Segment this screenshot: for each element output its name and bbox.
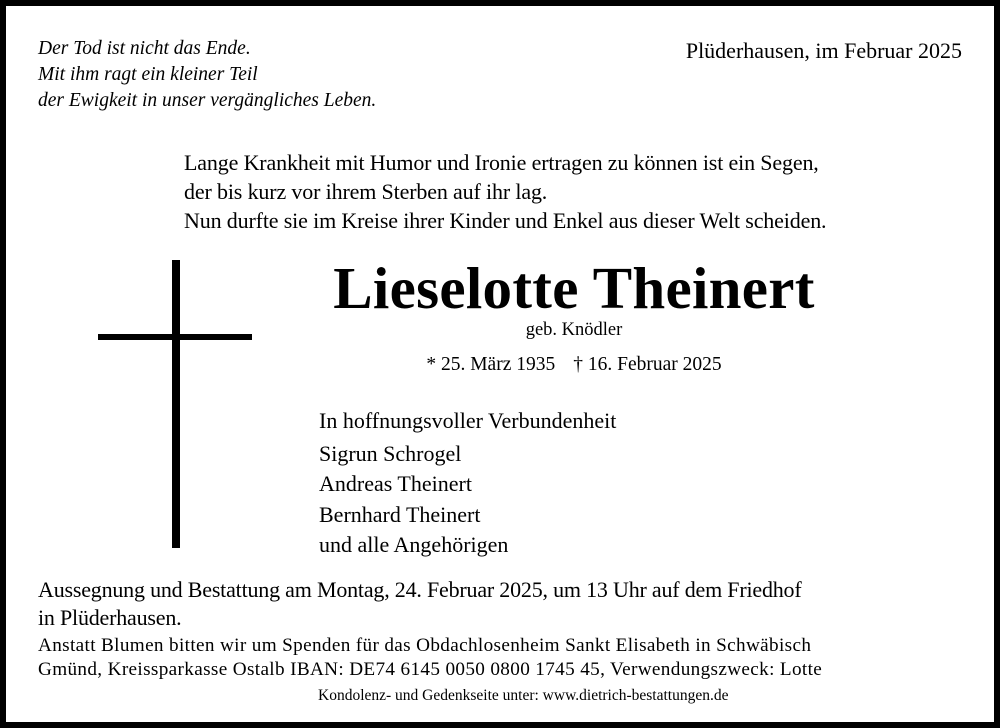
mourner-name: Bernhard Theinert [319,501,481,527]
motto-quote [38,36,376,114]
intro-line: Lange Krankheit mit Humor und Ironie ertragen zu können ist ein Segen, [184,150,819,175]
mourner-name: und alle Angehörigen [319,532,509,557]
mourners-lead: In hoffnungsvoller Verbundenheit [319,408,617,433]
death-date: † 16. Februar 2025 [573,354,722,375]
intro-text [184,148,826,235]
maiden-name: geb. Knödler [525,320,623,340]
donation-line: Anstatt Blumen bitten wir um Spenden für das Obdachlosenheim Sankt Elisabeth in Schwäbisch [38,635,812,656]
funeral-line: in Plüderhausen. [38,605,182,630]
birth-date: * 25. März 1935 [426,354,556,375]
mourner-name: Andreas Theinert [319,471,472,496]
donation-info [38,634,822,682]
donation-line: Gmünd, Kreissparkasse Ostalb IBAN: DE74 6145 0050 0800 1745 45, Verwendungszweck: Lotte [38,659,823,680]
obituary-page [6,6,994,722]
place-date: Plüderhausen, im Februar 2025 [685,38,962,63]
intro-line: der bis kurz vor ihrem Sterben auf ihr lag. [184,179,548,204]
cross-icon [172,260,180,548]
intro-line: Nun durfte sie im Kreise ihrer Kinder und Enkel aus dieser Welt scheiden. [184,208,827,233]
cross-icon-crossbar [98,334,252,340]
funeral-line: Aussegnung und Bestattung am Montag, 24. Februar 2025, um 13 Uhr auf dem Friedhof [38,577,802,602]
motto-line: Mit ihm ragt ein kleiner Teil [38,64,258,85]
condolence-footer: Kondolenz- und Gedenkseite unter: www.dietrich-bestattungen.de [318,687,729,704]
life-dates [318,352,830,378]
funeral-info [38,576,801,632]
mourner-name: Sigrun Schrogel [319,440,462,466]
deceased-name: Lieselotte Theinert [333,255,815,321]
motto-line: der Ewigkeit in unser vergängliches Leben. [38,90,377,111]
mourners-block [319,406,616,561]
motto-line: Der Tod ist nicht das Ende. [38,38,251,59]
